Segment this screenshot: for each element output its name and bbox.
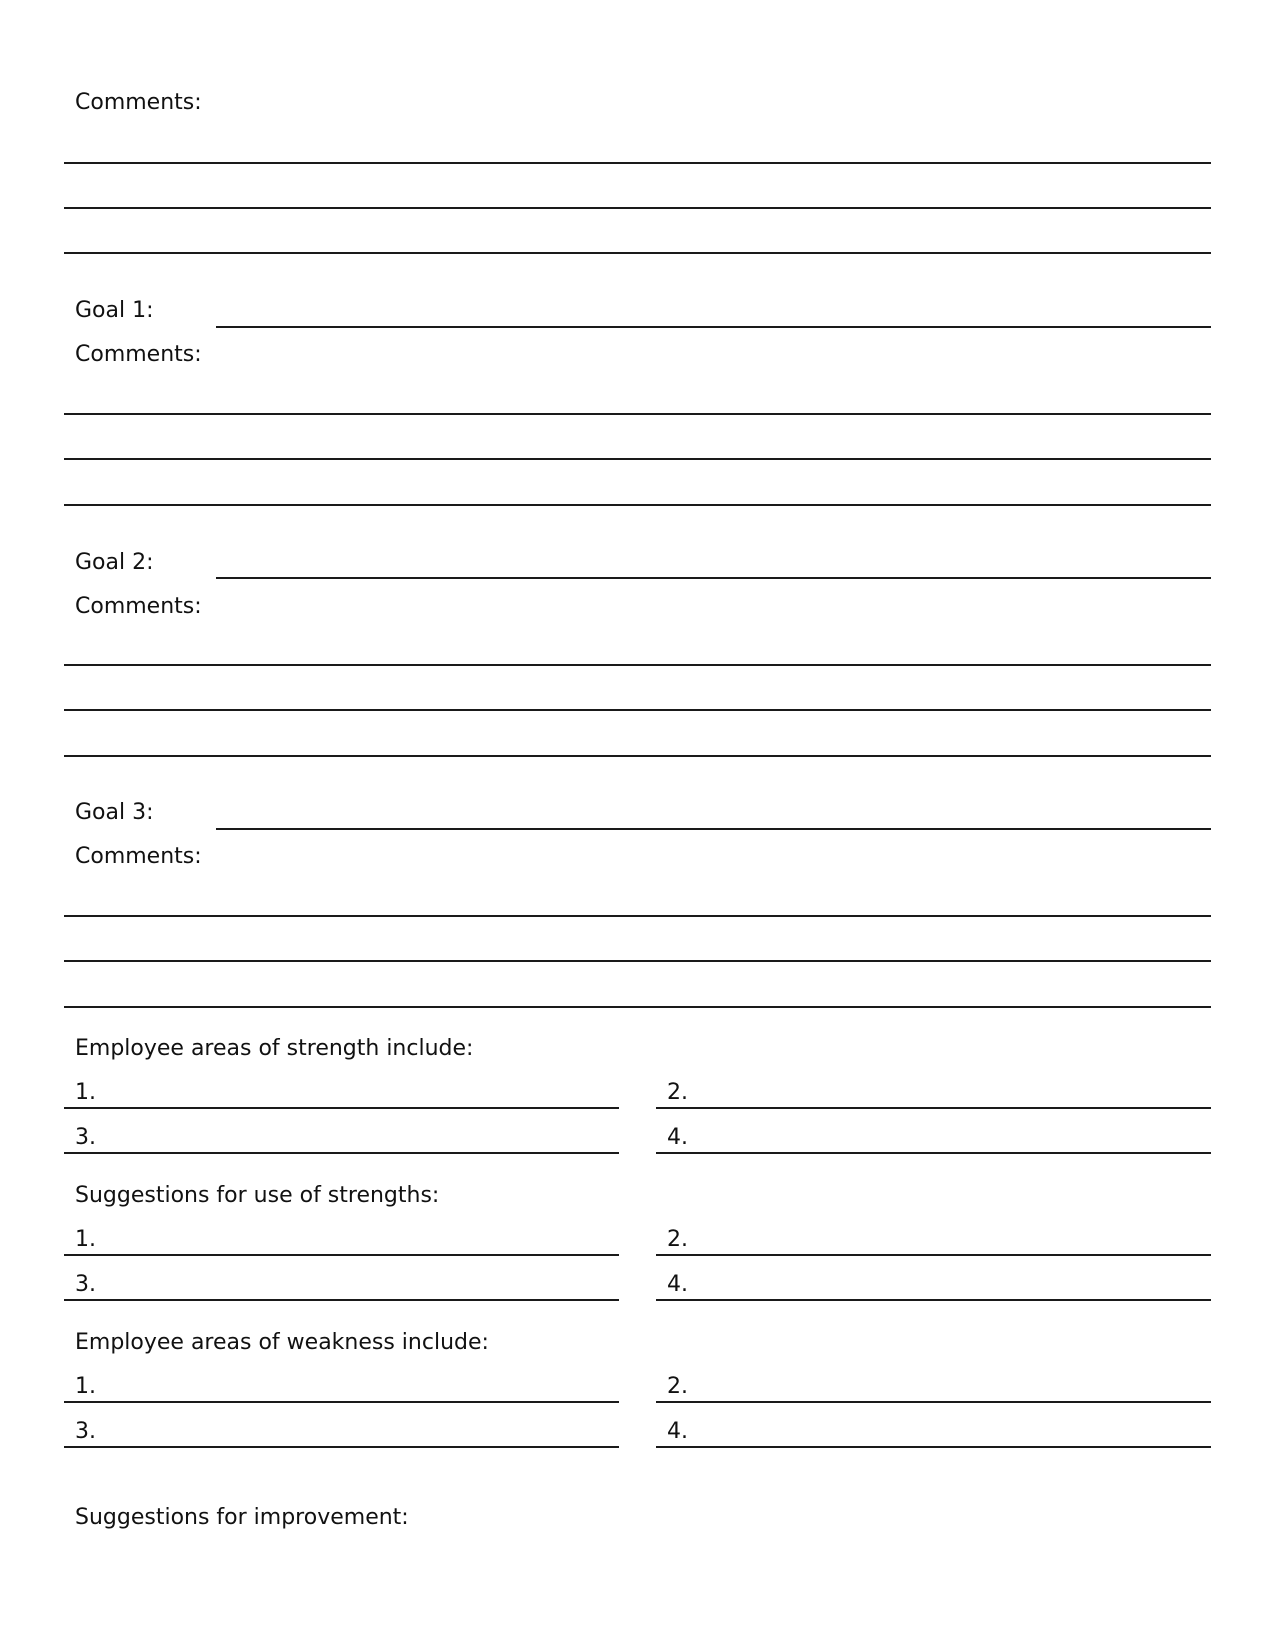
goal-1-comments-line[interactable] [64,504,1211,506]
goal-1-comments-line[interactable] [64,458,1211,460]
goal-1-line[interactable] [216,326,1211,328]
comments-line[interactable] [64,162,1211,164]
strength-suggestion-number: 2. [667,1227,688,1252]
strength-suggestion-line[interactable] [656,1254,1211,1256]
goal-2-comments-line[interactable] [64,755,1211,757]
strength-suggestion-line[interactable] [656,1299,1211,1301]
strength-suggestion-number: 4. [667,1272,688,1297]
goal-3-comments-label: Comments: [75,844,202,869]
comments-label: Comments: [75,90,202,115]
goal-2-comments-line[interactable] [64,709,1211,711]
goal-2-comments-line[interactable] [64,664,1211,666]
strength-suggestion-line[interactable] [64,1299,619,1301]
strength-item-line[interactable] [64,1107,619,1109]
weakness-item-line[interactable] [656,1401,1211,1403]
goal-2-label: Goal 2: [75,550,154,575]
strength-item-number: 2. [667,1080,688,1105]
strength-suggestions-heading: Suggestions for use of strengths: [75,1183,440,1208]
weakness-item-number: 4. [667,1419,688,1444]
strength-suggestion-line[interactable] [64,1254,619,1256]
goal-3-comments-line[interactable] [64,960,1211,962]
goal-2-comments-label: Comments: [75,594,202,619]
strength-item-line[interactable] [656,1107,1211,1109]
strength-item-line[interactable] [64,1152,619,1154]
goal-1-comments-line[interactable] [64,413,1211,415]
improvement-heading: Suggestions for improvement: [75,1505,409,1530]
comments-line[interactable] [64,252,1211,254]
weakness-item-number: 3. [75,1419,96,1444]
strength-item-number: 3. [75,1125,96,1150]
goal-3-label: Goal 3: [75,800,154,825]
goal-1-label: Goal 1: [75,298,154,323]
weakness-item-line[interactable] [64,1446,619,1448]
strength-item-number: 4. [667,1125,688,1150]
goal-3-line[interactable] [216,828,1211,830]
strength-suggestion-number: 3. [75,1272,96,1297]
goal-2-line[interactable] [216,577,1211,579]
strength-suggestion-number: 1. [75,1227,96,1252]
weakness-item-line[interactable] [656,1446,1211,1448]
weakness-item-number: 1. [75,1374,96,1399]
strengths-heading: Employee areas of strength include: [75,1036,474,1061]
goal-1-comments-label: Comments: [75,342,202,367]
goal-3-comments-line[interactable] [64,1006,1211,1008]
weakness-item-number: 2. [667,1374,688,1399]
strength-item-number: 1. [75,1080,96,1105]
strength-item-line[interactable] [656,1152,1211,1154]
comments-line[interactable] [64,207,1211,209]
weakness-item-line[interactable] [64,1401,619,1403]
goal-3-comments-line[interactable] [64,915,1211,917]
weaknesses-heading: Employee areas of weakness include: [75,1330,489,1355]
